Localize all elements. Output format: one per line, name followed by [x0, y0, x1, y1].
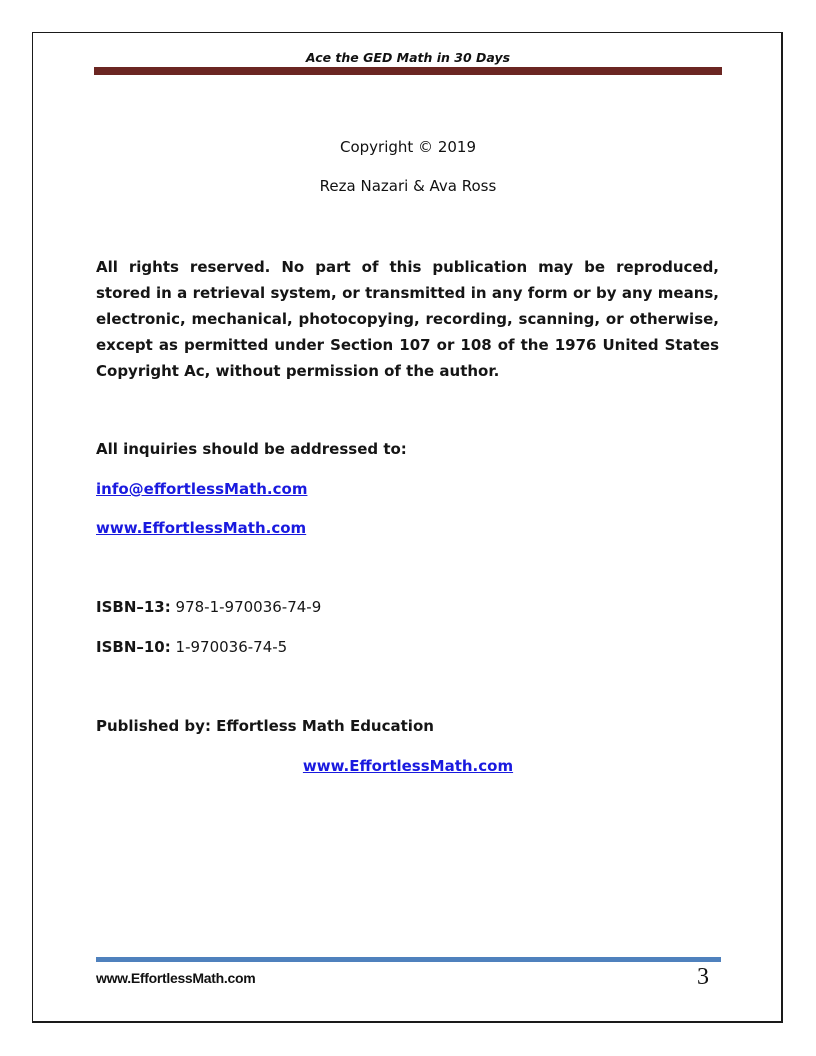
isbn13-line — [96, 598, 321, 616]
email-link[interactable]: info@effortlessMath.com — [96, 480, 308, 498]
authors-line: Reza Nazari & Ava Ross — [319, 177, 497, 195]
running-header-title: Ace the GED Math in 30 Days — [305, 50, 511, 65]
rights-paragraph: All rights reserved. No part of this publication may be reproduced, stored in a retrieval system, or transmitted in any form or by any means, electronic, mechanical, photocopying, recording, scanning, or otherwise, except as permitted under Section 107 or 108 of the 1976 United States Copyright Ac, without permission of the author. — [96, 258, 719, 380]
header-rule — [94, 67, 722, 75]
page-number: 3 — [697, 964, 709, 990]
isbn10-value: 1-970036-74-5 — [175, 638, 288, 656]
isbn10-line — [96, 638, 287, 656]
copyright-line: Copyright © 2019 — [339, 138, 476, 156]
publisher-website-link[interactable]: www.EffortlessMath.com — [302, 757, 514, 775]
footer-rule — [96, 957, 721, 962]
isbn10-label: ISBN–10: — [96, 638, 171, 656]
footer-site: www.EffortlessMath.com — [96, 970, 256, 986]
website-link[interactable]: www.EffortlessMath.com — [96, 519, 307, 537]
publisher-label: Published by: Effortless Math Education — [96, 717, 434, 735]
isbn13-value: 978-1-970036-74-9 — [175, 598, 322, 616]
isbn13-label: ISBN–13: — [96, 598, 171, 616]
inquiries-label: All inquiries should be addressed to: — [96, 440, 407, 458]
